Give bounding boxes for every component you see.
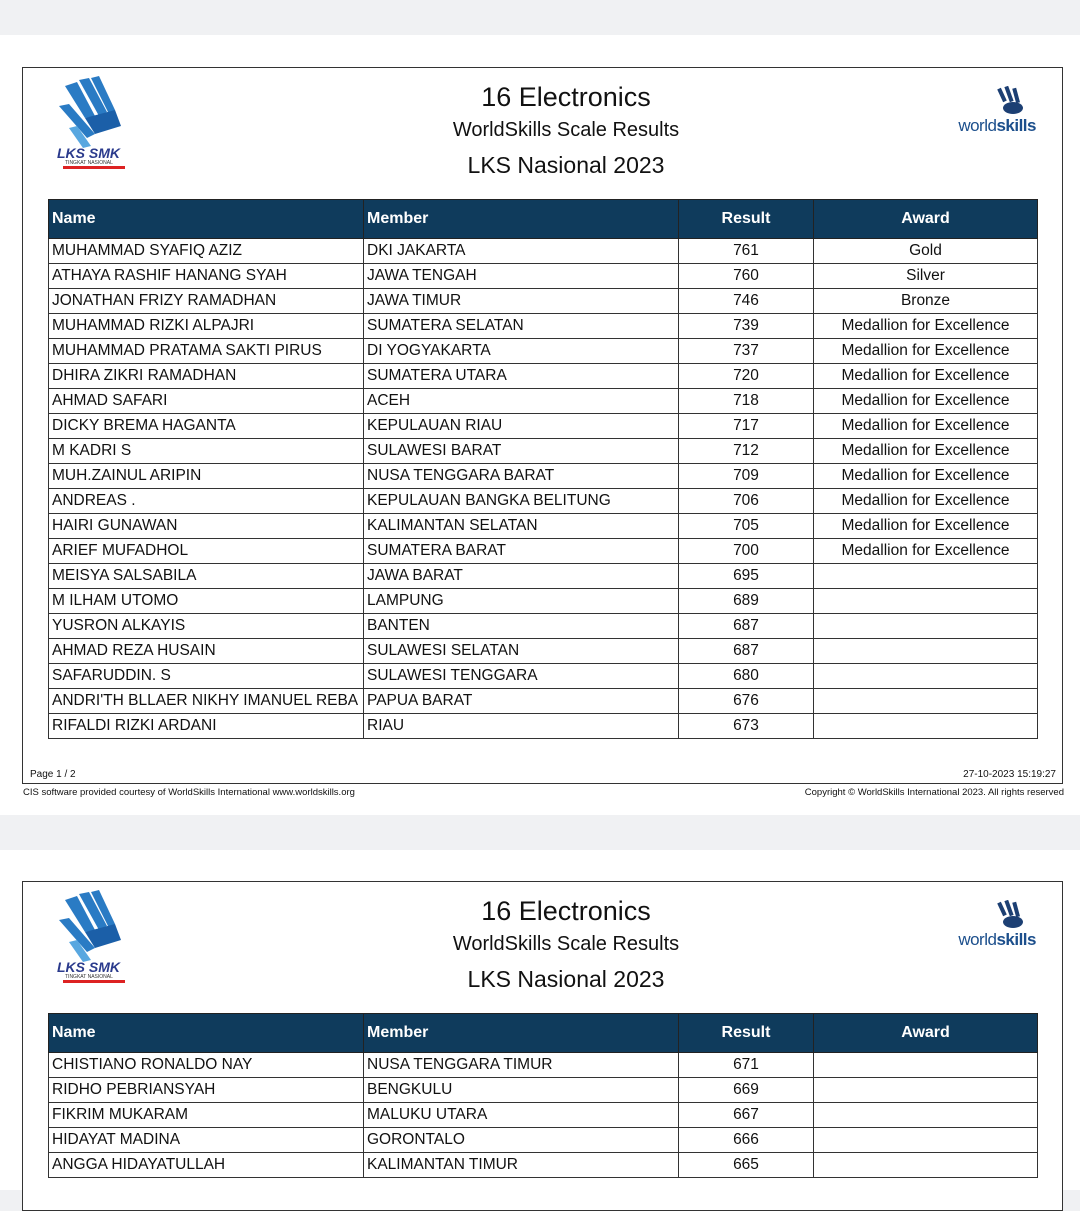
cell-award [814, 1128, 1038, 1153]
cell-award: Medallion for Excellence [814, 414, 1038, 439]
cell-name: JONATHAN FRIZY RAMADHAN [49, 289, 364, 314]
table-row [49, 514, 1038, 539]
cell-member: KALIMANTAN TIMUR [364, 1153, 679, 1178]
cell-award [814, 664, 1038, 689]
table-row [49, 1103, 1038, 1128]
table-row [49, 539, 1038, 564]
column-header-member: Member [364, 200, 679, 239]
cell-award [814, 714, 1038, 739]
cell-member: SUMATERA BARAT [364, 539, 679, 564]
worldskills-logo: worldskills [946, 86, 1036, 136]
page-1 [0, 35, 1080, 815]
cell-member: SUMATERA UTARA [364, 364, 679, 389]
table-row [49, 364, 1038, 389]
cell-result: 666 [679, 1128, 814, 1153]
cell-award: Medallion for Excellence [814, 364, 1038, 389]
cell-name: DHIRA ZIKRI RAMADHAN [49, 364, 364, 389]
cell-member: JAWA TENGAH [364, 264, 679, 289]
cell-award: Medallion for Excellence [814, 539, 1038, 564]
cell-member: SULAWESI TENGGARA [364, 664, 679, 689]
cell-result: 687 [679, 614, 814, 639]
table-row [49, 264, 1038, 289]
cell-award [814, 614, 1038, 639]
cell-result: 676 [679, 689, 814, 714]
page-1-frame [22, 67, 1063, 784]
event-title: LKS Nasional 2023 [467, 966, 665, 992]
cell-name: M ILHAM UTOMO [49, 589, 364, 614]
cell-result: 761 [679, 239, 814, 264]
table-row [49, 339, 1038, 364]
table-row [49, 714, 1038, 739]
timestamp: 27-10-2023 15:19:27 [963, 769, 1056, 780]
cell-name: AHMAD SAFARI [49, 389, 364, 414]
table-row [49, 589, 1038, 614]
worldskills-hand-icon [994, 900, 1028, 930]
cell-name: MUHAMMAD PRATAMA SAKTI PIRUS [49, 339, 364, 364]
cell-member: NUSA TENGGARA BARAT [364, 464, 679, 489]
svg-text:TINGKAT NASIONAL: TINGKAT NASIONAL [65, 974, 113, 980]
cell-result: 712 [679, 439, 814, 464]
table-header-row [49, 200, 1038, 239]
cell-award [814, 639, 1038, 664]
page-2-frame [22, 881, 1063, 1211]
cell-member: BANTEN [364, 614, 679, 639]
table-row [49, 1078, 1038, 1103]
cell-member: LAMPUNG [364, 589, 679, 614]
cell-name: RIDHO PEBRIANSYAH [49, 1078, 364, 1103]
cell-result: 687 [679, 639, 814, 664]
cell-award: Medallion for Excellence [814, 314, 1038, 339]
cell-award [814, 589, 1038, 614]
table-row [49, 489, 1038, 514]
svg-text:LKS SMK: LKS SMK [57, 959, 120, 975]
cell-member: KEPULAUAN RIAU [364, 414, 679, 439]
cell-member: BENGKULU [364, 1078, 679, 1103]
cell-award: Medallion for Excellence [814, 464, 1038, 489]
skill-title: 16 Electronics [481, 82, 651, 112]
column-header-name: Name [49, 1014, 364, 1053]
cell-name: FIKRIM MUKARAM [49, 1103, 364, 1128]
cell-award [814, 1078, 1038, 1103]
cell-result: 739 [679, 314, 814, 339]
table-row [49, 614, 1038, 639]
cell-award: Medallion for Excellence [814, 339, 1038, 364]
page-number: Page 1 / 2 [30, 769, 76, 780]
cell-name: ANGGA HIDAYATULLAH [49, 1153, 364, 1178]
cell-result: 709 [679, 464, 814, 489]
results-table-page-1 [48, 199, 1038, 739]
table-row [49, 464, 1038, 489]
table-row [49, 564, 1038, 589]
cell-member: PAPUA BARAT [364, 689, 679, 714]
cell-member: SULAWESI SELATAN [364, 639, 679, 664]
table-row [49, 689, 1038, 714]
cell-result: 760 [679, 264, 814, 289]
cell-name: DICKY BREMA HAGANTA [49, 414, 364, 439]
column-header-award: Award [814, 1014, 1038, 1053]
cell-result: 669 [679, 1078, 814, 1103]
column-header-result: Result [679, 200, 814, 239]
cell-name: ANDREAS . [49, 489, 364, 514]
cell-name: AHMAD REZA HUSAIN [49, 639, 364, 664]
cell-result: 746 [679, 289, 814, 314]
cell-member: GORONTALO [364, 1128, 679, 1153]
table-row [49, 1053, 1038, 1078]
column-header-result: Result [679, 1014, 814, 1053]
skill-title: 16 Electronics [481, 896, 651, 926]
cell-result: 718 [679, 389, 814, 414]
cell-member: DI YOGYAKARTA [364, 339, 679, 364]
table-row [49, 664, 1038, 689]
cell-result: 700 [679, 539, 814, 564]
cell-name: HAIRI GUNAWAN [49, 514, 364, 539]
column-header-name: Name [49, 200, 364, 239]
cell-result: 673 [679, 714, 814, 739]
column-header-member: Member [364, 1014, 679, 1053]
cell-name: M KADRI S [49, 439, 364, 464]
column-header-award: Award [814, 200, 1038, 239]
table-row [49, 639, 1038, 664]
cell-member: JAWA TIMUR [364, 289, 679, 314]
cell-member: NUSA TENGGARA TIMUR [364, 1053, 679, 1078]
results-table-page-2 [48, 1013, 1038, 1178]
svg-text:TINGKAT NASIONAL: TINGKAT NASIONAL [65, 160, 113, 166]
cell-award: Medallion for Excellence [814, 514, 1038, 539]
cell-name: ATHAYA RASHIF HANANG SYAH [49, 264, 364, 289]
cell-award [814, 1103, 1038, 1128]
cell-result: 665 [679, 1153, 814, 1178]
table-row [49, 414, 1038, 439]
svg-text:LKS SMK: LKS SMK [57, 145, 120, 161]
report-subtitle: WorldSkills Scale Results [452, 119, 680, 141]
cell-name: ANDRI'TH BLLAER NIKHY IMANUEL REBA [49, 689, 364, 714]
cell-award [814, 1053, 1038, 1078]
table-row [49, 1128, 1038, 1153]
cell-member: MALUKU UTARA [364, 1103, 679, 1128]
cell-result: 689 [679, 589, 814, 614]
cell-member: SUMATERA SELATAN [364, 314, 679, 339]
cell-name: MUHAMMAD SYAFIQ AZIZ [49, 239, 364, 264]
cell-result: 737 [679, 339, 814, 364]
cell-award: Bronze [814, 289, 1038, 314]
cell-member: JAWA BARAT [364, 564, 679, 589]
table-row [49, 389, 1038, 414]
cell-member: RIAU [364, 714, 679, 739]
cell-member: KEPULAUAN BANGKA BELITUNG [364, 489, 679, 514]
table-row [49, 314, 1038, 339]
cell-award [814, 1153, 1038, 1178]
cell-result: 705 [679, 514, 814, 539]
cell-member: KALIMANTAN SELATAN [364, 514, 679, 539]
cell-result: 695 [679, 564, 814, 589]
cell-name: SAFARUDDIN. S [49, 664, 364, 689]
cell-award: Medallion for Excellence [814, 489, 1038, 514]
cell-award: Medallion for Excellence [814, 439, 1038, 464]
worldskills-hand-icon [994, 86, 1028, 116]
worldskills-logo: worldskills [946, 900, 1036, 950]
table-row [49, 239, 1038, 264]
cell-result: 706 [679, 489, 814, 514]
cell-name: YUSRON ALKAYIS [49, 614, 364, 639]
cell-result: 717 [679, 414, 814, 439]
cell-award: Gold [814, 239, 1038, 264]
table-row [49, 1153, 1038, 1178]
table-header-row [49, 1014, 1038, 1053]
footer-copyright: Copyright © WorldSkills International 2023. All rights reserved [804, 787, 1064, 798]
cell-result: 680 [679, 664, 814, 689]
cell-award [814, 689, 1038, 714]
table-row [49, 289, 1038, 314]
cell-member: ACEH [364, 389, 679, 414]
cell-name: RIFALDI RIZKI ARDANI [49, 714, 364, 739]
cell-award [814, 564, 1038, 589]
cell-name: HIDAYAT MADINA [49, 1128, 364, 1153]
cell-award: Medallion for Excellence [814, 389, 1038, 414]
cell-award: Silver [814, 264, 1038, 289]
table-row [49, 439, 1038, 464]
cell-name: CHISTIANO RONALDO NAY [49, 1053, 364, 1078]
footer-credit: CIS software provided courtesy of WorldSkills International www.worldskills.org [23, 787, 355, 798]
cell-name: MUH.ZAINUL ARIPIN [49, 464, 364, 489]
cell-name: MEISYA SALSABILA [49, 564, 364, 589]
cell-name: MUHAMMAD RIZKI ALPAJRI [49, 314, 364, 339]
cell-name: ARIEF MUFADHOL [49, 539, 364, 564]
cell-result: 667 [679, 1103, 814, 1128]
cell-member: SULAWESI BARAT [364, 439, 679, 464]
event-title: LKS Nasional 2023 [467, 152, 665, 178]
cell-member: DKI JAKARTA [364, 239, 679, 264]
cell-result: 671 [679, 1053, 814, 1078]
report-subtitle: WorldSkills Scale Results [452, 933, 680, 955]
page-2 [0, 850, 1080, 1190]
cell-result: 720 [679, 364, 814, 389]
